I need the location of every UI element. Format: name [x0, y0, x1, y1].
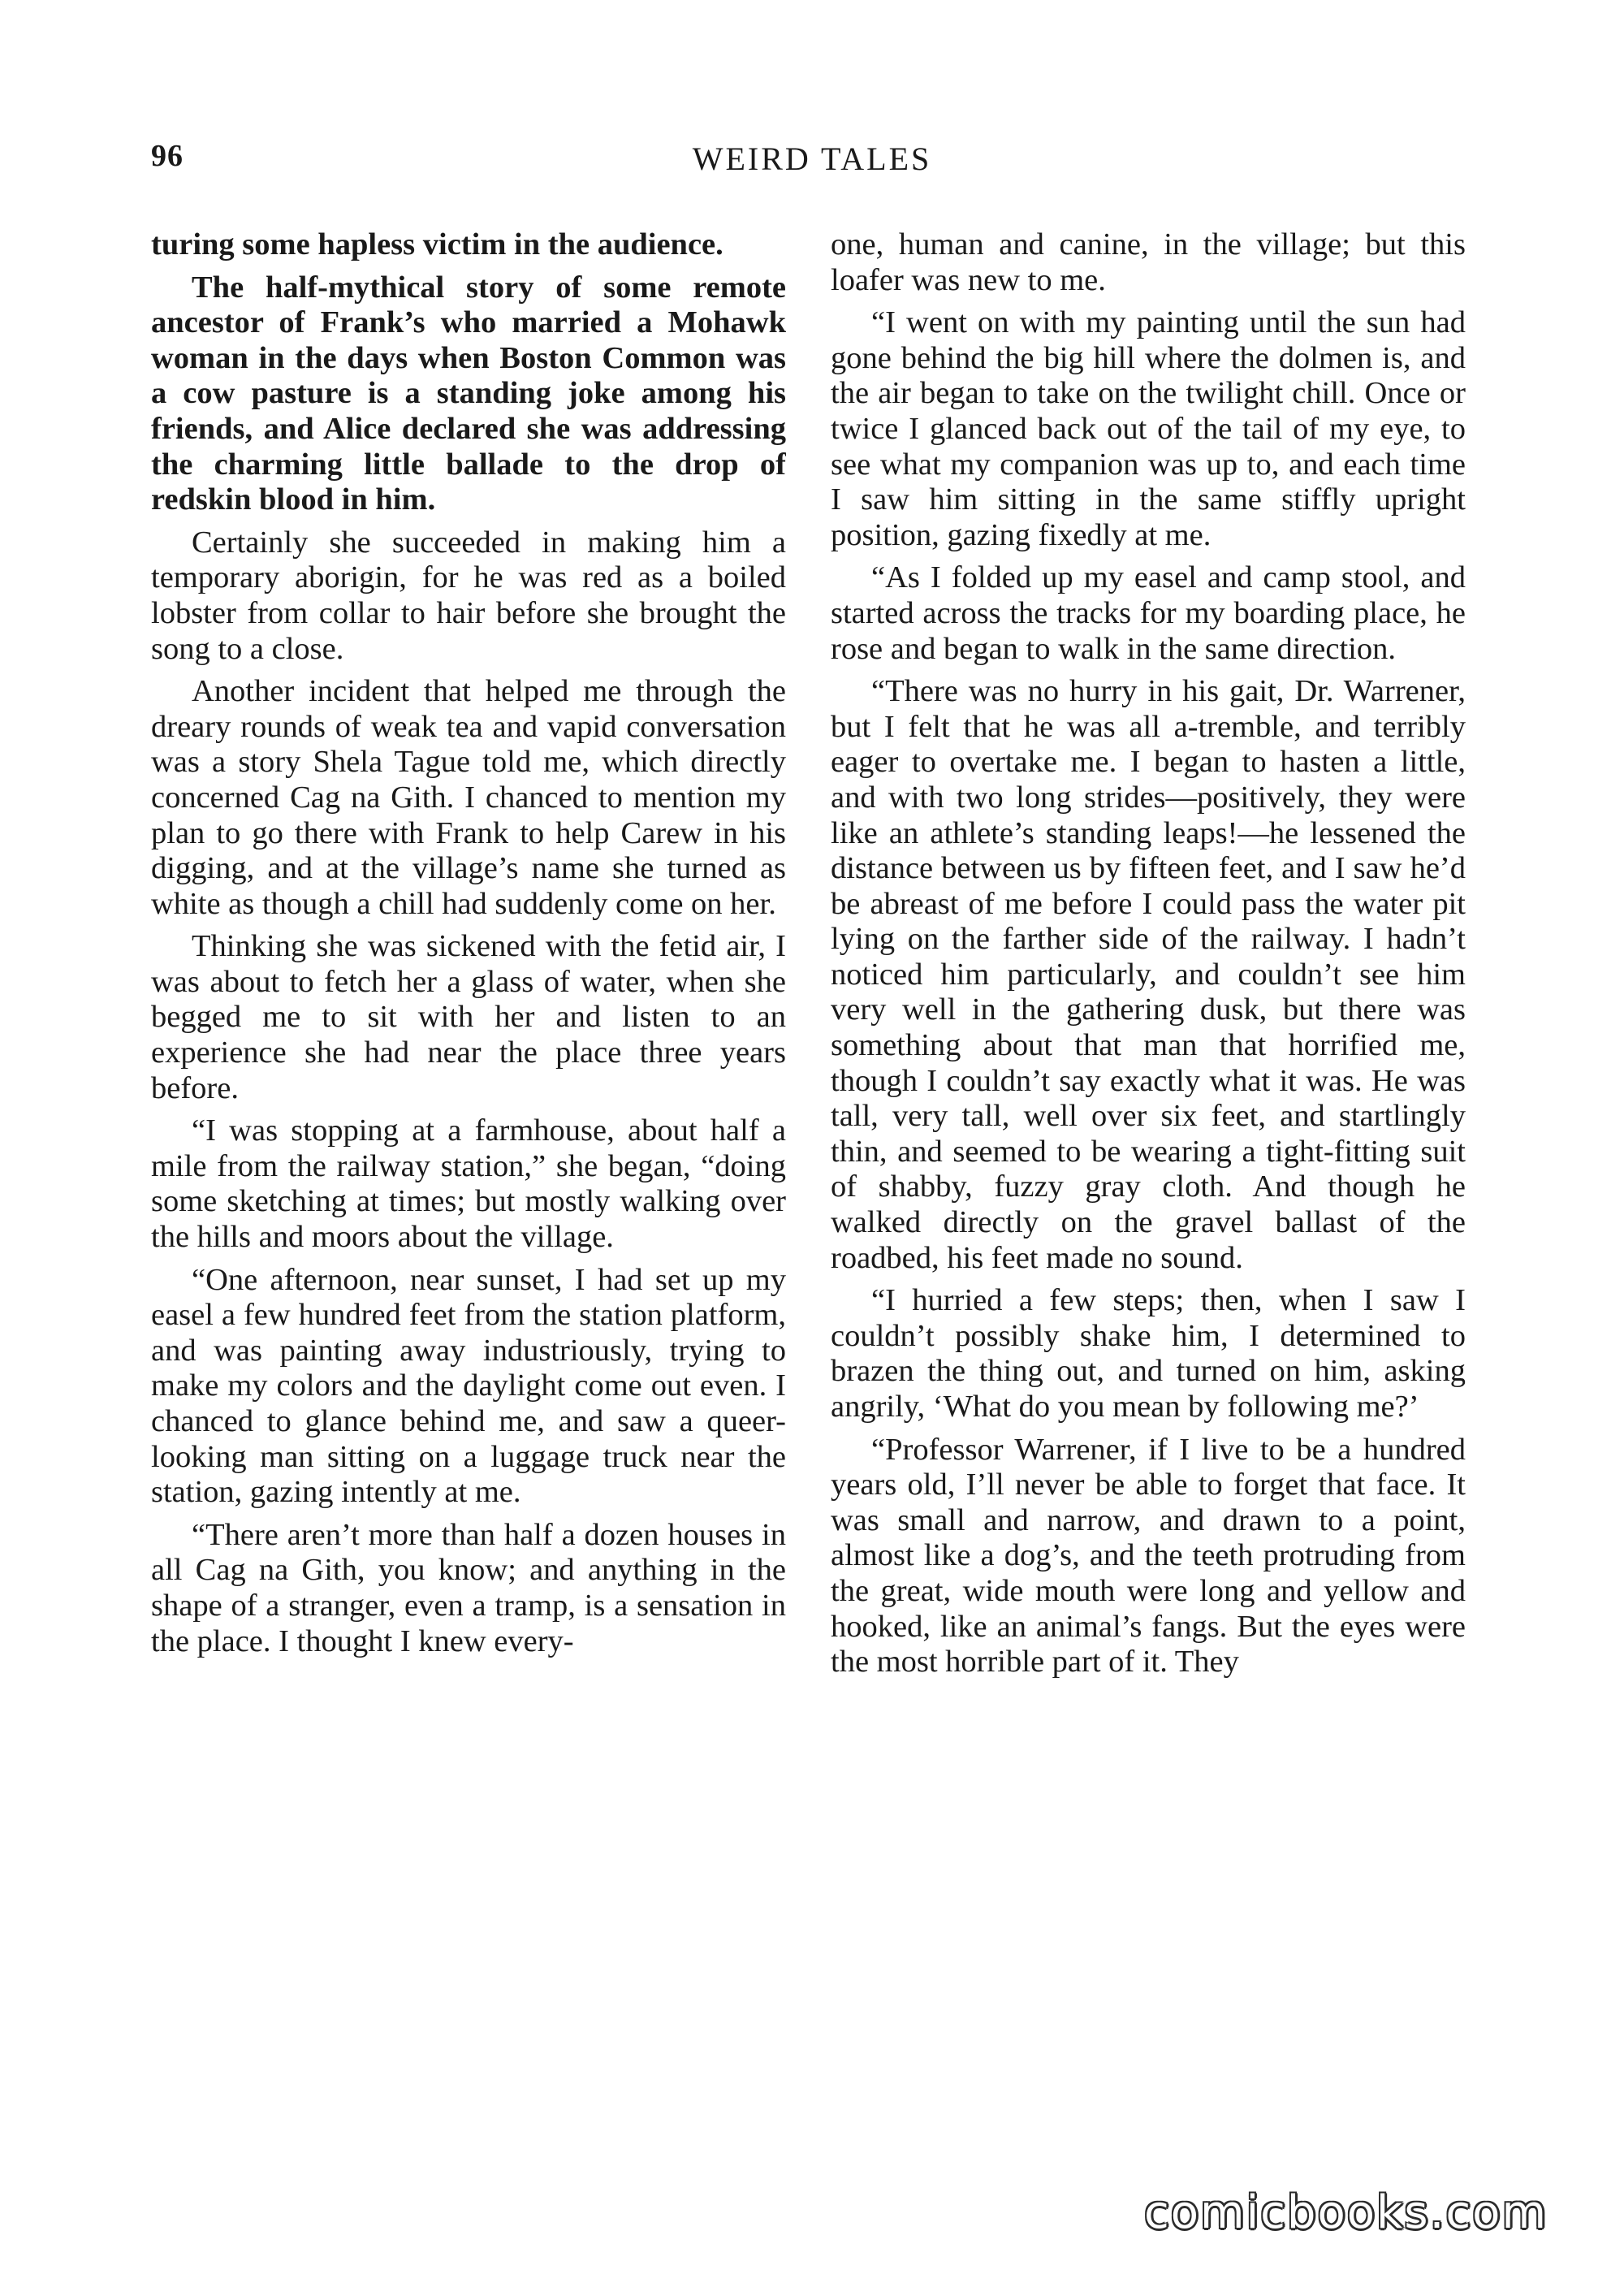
paragraph: “I went on with my painting until the sun had gone behind the big hill where the dolmen is, and the air began to take on the twilight chill. Once or twice I glanced back out of the tail of my eye, to see what my companion was up to, and each time I saw him sitting in the same stiffly upright position, gazing fixedly at me.	[831, 305, 1466, 552]
watermark: comicbooks.com	[1143, 2186, 1548, 2239]
running-title: WEIRD TALES	[692, 141, 932, 177]
paragraph: “One afternoon, near sunset, I had set up my easel a few hundred feet from the station platform, and was painting away industriously, trying to make my colors and the daylight come out even. I chanced to glance behind me, and saw a queer-looking man sitting on a luggage truck near the station, gazing intently at me.	[151, 1262, 786, 1510]
paragraph: Another incident that helped me through the dreary rounds of weak tea and vapid conversation was a story Shela Tague told me, which directly concerned Cag na Gith. I chanced to mention my plan to go there with Frank to help Carew in his digging, and at the village’s name she turned as white as though a chill had suddenly come on her.	[151, 674, 786, 921]
paragraph: turing some hapless victim in the audience.	[151, 227, 723, 262]
paragraph: “There aren’t more than half a dozen houses in all Cag na Gith, you know; and anything in the shape of a stranger, even a tramp, is a sensation in the place. I thought I knew every-	[151, 1517, 786, 1658]
paragraph: “I hurried a few steps; then, when I saw I couldn’t possibly shake him, I determined to brazen the thing out, and turned on him, asking angrily, ‘What do you mean by following me?’	[831, 1283, 1466, 1424]
paragraph: Certainly she succeeded in making him a temporary aborigin, for he was red as a boiled lobster from collar to hair before she brought the song to a close.	[151, 525, 786, 666]
paragraph: “Professor Warrener, if I live to be a hundred years old, I’ll never be able to forget that face. It was small and narrow, and drawn to a point, almost like a dog’s, and the teeth protruding from the great, wide mouth were long and yellow and hooked, like an animal’s fangs. But the eyes were the most horrible part of it. They	[831, 1432, 1466, 1680]
paragraph: “There was no hurry in his gait, Dr. Warrener, but I felt that he was all a-tremble, and terribly eager to overtake me. I began to hasten a little, and with two long strides—positively, they were like an athlete’s standing leaps!—he lessened the distance between us by fifteen feet, and I saw he’d be abreast of me before I could pass the water pit lying on the farther side of the railway. I hadn’t noticed him particularly, and couldn’t see him very well in the gathering dusk, but there was something about that man that horrified me, though I couldn’t say exactly what it was. He was tall, very tall, well over six feet, and startlingly thin, and seemed to be wearing a tight-fitting suit of shabby, fuzzy gray cloth. And though he walked directly on the gravel ballast of the roadbed, his feet made no sound.	[831, 674, 1466, 1275]
paragraph: The half-mythical story of some remote ancestor of Frank’s who married a Mohawk woman in the days when Boston Common was a cow pasture is a standing joke among his friends, and Alice declared she was addressing the charming little ballade to the drop of redskin blood in him.	[151, 270, 786, 517]
left-column	[151, 227, 786, 2120]
paragraph: “As I folded up my easel and camp stool, and started across the tracks for my boarding place, he rose and began to walk in the same direction.	[831, 560, 1466, 666]
right-column	[831, 227, 1466, 2120]
page-number: 96	[151, 139, 184, 173]
paragraph: Thinking she was sickened with the fetid air, I was about to fetch her a glass of water, when she begged me to sit with her and listen to an experience she had near the place three years before.	[151, 929, 786, 1105]
paragraph: “I was stopping at a farmhouse, about half a mile from the railway station,” she began, “doing some sketching at times; but mostly walking over the hills and moors about the village.	[151, 1113, 786, 1255]
paragraph: one, human and canine, in the village; but this loafer was new to me.	[831, 227, 1466, 297]
